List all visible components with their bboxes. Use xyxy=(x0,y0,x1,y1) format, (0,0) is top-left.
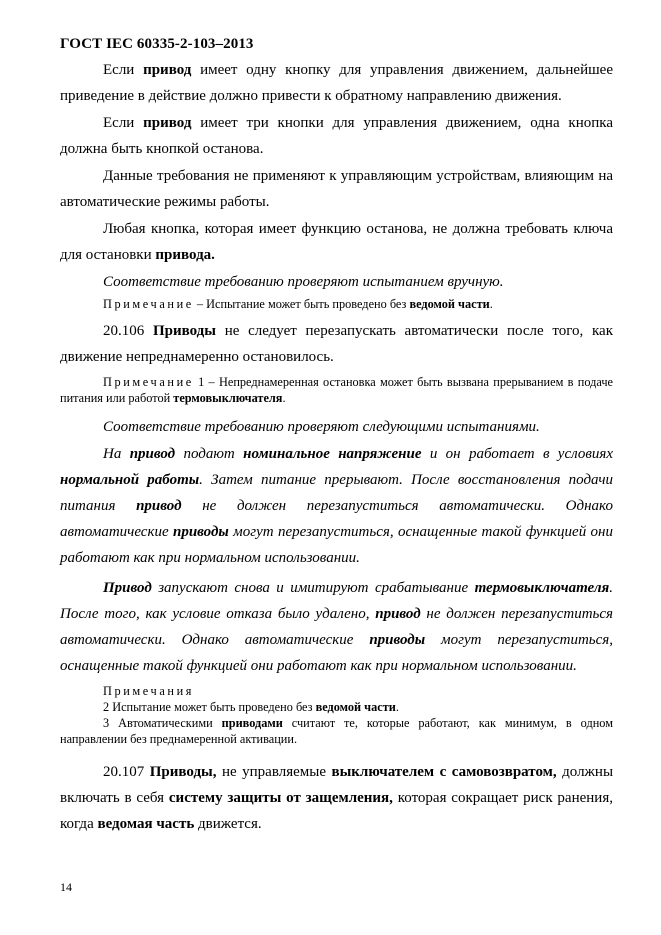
test-paragraph-1: На привод подают номинальное напряжение и он работает в условиях нормальной работы. Затем питание прерывают. После восстановления подачи питания привод не должен перезапуститься автоматически. Однако автоматические приводы могут перезапуститься, оснащенные такой функцией они работают как при нормальном использовании. xyxy=(60,446,613,566)
document-body xyxy=(60,57,613,838)
page-number: 14 xyxy=(60,880,72,894)
note-clause-20-106: Примечание 1 – Непреднамеренная остановка может быть вызвана прерыванием в подаче питания или работой термовыключателя. xyxy=(60,375,613,405)
notes-block xyxy=(60,683,613,747)
paragraph-2: Если привод имеет три кнопки для управления движением, одна кнопка должна быть кнопкой останова. xyxy=(60,115,613,157)
paragraph-3: Данные требования не применяют к управляющим устройствам, влияющим на автоматические режимы работы. xyxy=(60,168,613,210)
note-1: Примечание – Испытание может быть проведено без ведомой части. xyxy=(103,297,493,311)
notes-label: Примечания xyxy=(103,684,195,698)
clause-20-107: 20.107 Приводы, не управляемые выключателем с самовозвратом, должны включать в себя систему защиты от защемления, которая сокращает риск ранения, когда ведомая часть движется. xyxy=(60,764,614,832)
compliance-test-manual: Соответствие требованию проверяют испытанием вручную. xyxy=(103,274,504,290)
page-header: ГОСТ IEC 60335-2-103–2013 xyxy=(60,36,254,52)
paragraph-4: Любая кнопка, которая имеет функцию останова, не должна требовать ключа для остановки привода. xyxy=(60,221,613,263)
note-2: 2 Испытание может быть проведено без ведомой части. xyxy=(103,700,399,714)
note-3: 3 Автоматическими приводами считают те, которые работают, как минимум, в одном направлении без преднамеренной активации. xyxy=(60,716,613,746)
compliance-tests-following: Соответствие требованию проверяют следующими испытаниями. xyxy=(103,419,540,435)
clause-20-106: 20.106 Приводы не следует перезапускать автоматически после того, как движение непреднамеренно остановилось. xyxy=(60,323,613,365)
test-paragraph-2: Привод запускают снова и имитируют срабатывание термовыключателя. После того, как условие отказа было удалено, привод не должен перезапуститься автоматически. Однако автоматические приводы могут перезапуститься, оснащенные такой функцией они работают как при нормальном использовании. xyxy=(60,580,613,674)
paragraph-1: Если привод имеет одну кнопку для управления движением, дальнейшее приведение в действие должно привести к обратному направлению движения. xyxy=(60,62,613,104)
